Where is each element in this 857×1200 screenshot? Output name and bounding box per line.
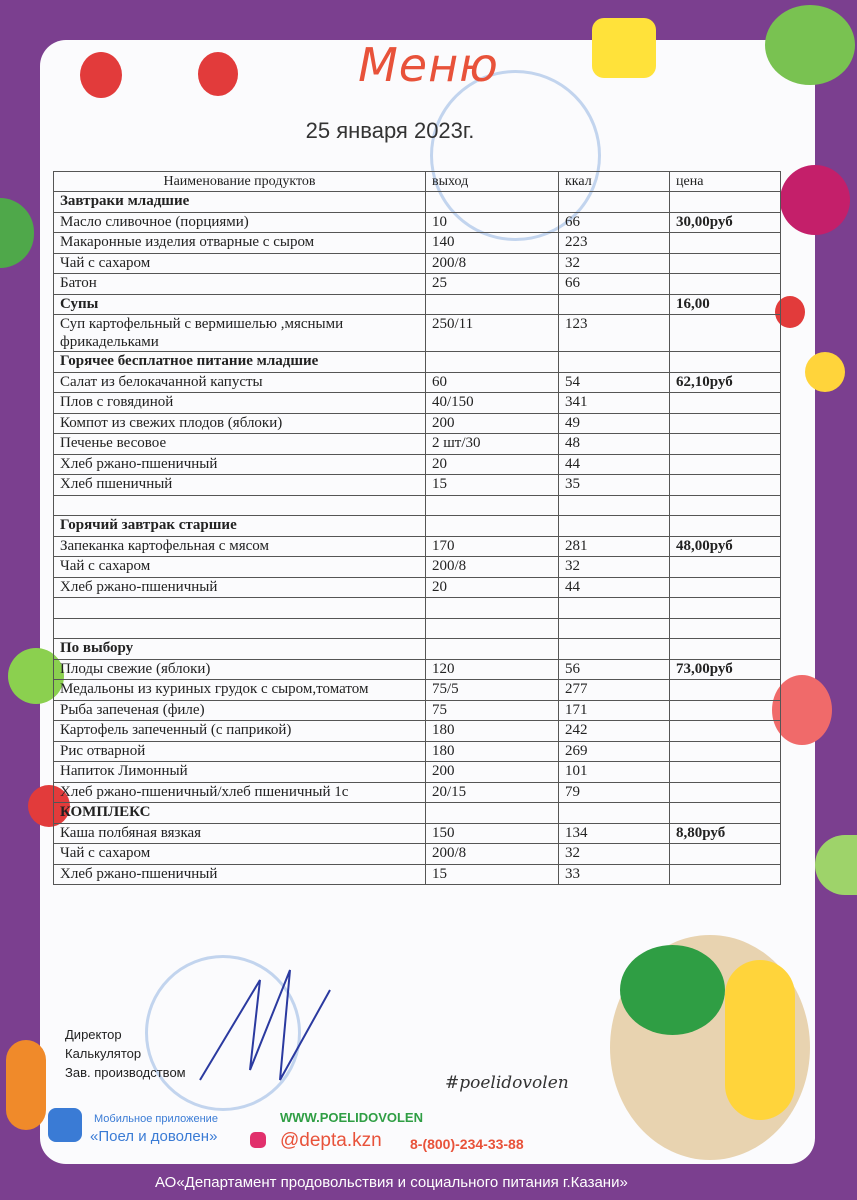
cell-output — [426, 803, 559, 824]
cell-name: Хлеб ржано-пшеничный — [54, 454, 426, 475]
cell-price: 73,00руб — [670, 659, 781, 680]
signature-block — [65, 1025, 186, 1082]
cell-price — [670, 434, 781, 455]
table-row — [54, 372, 781, 393]
cell-price — [670, 782, 781, 803]
cell-price — [670, 393, 781, 414]
cell-name: Чай с сахаром — [54, 253, 426, 274]
footer-text: АО«Департамент продовольствия и социального питания г.Казани» — [155, 1174, 628, 1191]
cell-kcal: 48 — [559, 434, 670, 455]
cell-kcal: 32 — [559, 557, 670, 578]
cell-kcal: 66 — [559, 212, 670, 233]
table-row — [54, 212, 781, 233]
cell-kcal: 277 — [559, 680, 670, 701]
cell-kcal: 33 — [559, 864, 670, 885]
cell-output: 20 — [426, 454, 559, 475]
menu-date: 25 января 2023г. — [305, 118, 475, 143]
cell-price — [670, 741, 781, 762]
cell-output: 15 — [426, 864, 559, 885]
cell-kcal: 79 — [559, 782, 670, 803]
cell-name: Макаронные изделия отварные с сыром — [54, 233, 426, 254]
cell-kcal: 44 — [559, 577, 670, 598]
cell-price — [670, 516, 781, 537]
cell-kcal: 223 — [559, 233, 670, 254]
cell-price — [670, 680, 781, 701]
cell-price — [670, 803, 781, 824]
table-row — [54, 413, 781, 434]
cell-output — [426, 352, 559, 373]
steak-icon — [772, 675, 832, 745]
table-row — [54, 454, 781, 475]
cell-price — [670, 557, 781, 578]
cell-output — [426, 598, 559, 619]
col-header-output: выход — [426, 172, 559, 192]
cell-name: Завтраки младшие — [54, 192, 426, 213]
cell-kcal: 242 — [559, 721, 670, 742]
cell-price — [670, 233, 781, 254]
signature-calculator: Калькулятор — [65, 1046, 142, 1061]
website-link[interactable]: WWW.POELIDOVOLEN — [280, 1110, 423, 1125]
page-title: Меню — [358, 38, 499, 92]
cell-output: 150 — [426, 823, 559, 844]
cell-price — [670, 700, 781, 721]
cell-name: Рис отварной — [54, 741, 426, 762]
table-row — [54, 434, 781, 455]
instagram-icon — [250, 1132, 266, 1148]
cell-price — [670, 454, 781, 475]
cell-name — [54, 495, 426, 516]
table-row — [54, 253, 781, 274]
app-name: «Поел и доволен» — [90, 1128, 218, 1145]
col-header-price: цена — [670, 172, 781, 192]
cell-price — [670, 762, 781, 783]
cell-output: 20/15 — [426, 782, 559, 803]
cell-name: Медальоны из куриных грудок с сыром,томатом — [54, 680, 426, 701]
table-row — [54, 516, 781, 537]
cell-kcal: 35 — [559, 475, 670, 496]
banana-icon — [725, 960, 795, 1120]
cell-kcal: 341 — [559, 393, 670, 414]
table-row — [54, 598, 781, 619]
table-row — [54, 577, 781, 598]
table-row — [54, 659, 781, 680]
cell-kcal: 134 — [559, 823, 670, 844]
table-row — [54, 639, 781, 660]
cell-price — [670, 495, 781, 516]
col-header-kcal: ккал — [559, 172, 670, 192]
cell-name: Хлеб пшеничный — [54, 475, 426, 496]
cell-kcal — [559, 294, 670, 315]
table-row — [54, 618, 781, 639]
table-row — [54, 762, 781, 783]
cell-kcal: 32 — [559, 253, 670, 274]
cell-name: Хлеб ржано-пшеничный — [54, 577, 426, 598]
cell-output: 200/8 — [426, 844, 559, 865]
cell-name: Каша полбяная вязкая — [54, 823, 426, 844]
smile-icon — [805, 352, 845, 392]
cell-price — [670, 274, 781, 295]
cell-kcal: 32 — [559, 844, 670, 865]
cell-kcal: 101 — [559, 762, 670, 783]
cell-price: 8,80руб — [670, 823, 781, 844]
cell-output: 250/11 — [426, 315, 559, 352]
cell-output: 2 шт/30 — [426, 434, 559, 455]
cell-output: 75 — [426, 700, 559, 721]
table-row — [54, 721, 781, 742]
cell-output: 200/8 — [426, 253, 559, 274]
hashtag: #poelidovolen — [445, 1073, 569, 1093]
cell-kcal: 281 — [559, 536, 670, 557]
cell-price — [670, 413, 781, 434]
cell-name: Напиток Лимонный — [54, 762, 426, 783]
cell-output — [426, 294, 559, 315]
app-icon — [48, 1108, 82, 1142]
phone-number[interactable]: 8-(800)-234-33-88 — [410, 1136, 524, 1152]
cell-name: Компот из свежих плодов (яблоки) — [54, 413, 426, 434]
cell-output — [426, 639, 559, 660]
cell-price — [670, 639, 781, 660]
cell-output — [426, 495, 559, 516]
cell-name — [54, 598, 426, 619]
cell-name: Супы — [54, 294, 426, 315]
cell-name: Суп картофельный с вермишелью ,мясными фрикадельками — [54, 315, 426, 352]
cell-price: 30,00руб — [670, 212, 781, 233]
cell-kcal: 56 — [559, 659, 670, 680]
table-row — [54, 294, 781, 315]
cell-price — [670, 598, 781, 619]
cell-output — [426, 618, 559, 639]
cell-kcal: 49 — [559, 413, 670, 434]
table-row — [54, 536, 781, 557]
cell-name: Батон — [54, 274, 426, 295]
cell-kcal — [559, 803, 670, 824]
cell-kcal: 44 — [559, 454, 670, 475]
table-row — [54, 803, 781, 824]
carrot-icon — [6, 1040, 46, 1130]
cell-kcal — [559, 516, 670, 537]
menu-table — [53, 171, 781, 885]
table-row — [54, 315, 781, 352]
cell-price: 16,00 — [670, 294, 781, 315]
cell-output: 40/150 — [426, 393, 559, 414]
menu-table-body — [54, 192, 781, 885]
cell-name: Рыба запеченая (филе) — [54, 700, 426, 721]
table-row — [54, 233, 781, 254]
cell-output — [426, 192, 559, 213]
cell-name: Салат из белокачанной капусты — [54, 372, 426, 393]
cell-output: 180 — [426, 721, 559, 742]
cell-price — [670, 577, 781, 598]
cell-price — [670, 475, 781, 496]
cell-output: 20 — [426, 577, 559, 598]
cell-name: Печенье весовое — [54, 434, 426, 455]
cell-name — [54, 618, 426, 639]
cell-price — [670, 315, 781, 352]
cell-name: Плов с говядиной — [54, 393, 426, 414]
cell-kcal: 123 — [559, 315, 670, 352]
table-row — [54, 680, 781, 701]
table-row — [54, 864, 781, 885]
cell-output: 15 — [426, 475, 559, 496]
cell-name: Хлеб ржано-пшеничный — [54, 864, 426, 885]
cell-name: Хлеб ржано-пшеничный/хлеб пшеничный 1с — [54, 782, 426, 803]
cell-name: Чай с сахаром — [54, 557, 426, 578]
cell-name: КОМПЛЕКС — [54, 803, 426, 824]
cell-price — [670, 721, 781, 742]
col-header-name: Наименование продуктов — [54, 172, 426, 192]
table-row — [54, 782, 781, 803]
table-row — [54, 557, 781, 578]
cell-name: Запеканка картофельная с мясом — [54, 536, 426, 557]
cell-name: Горячее бесплатное питание младшие — [54, 352, 426, 373]
cell-price — [670, 864, 781, 885]
table-row — [54, 192, 781, 213]
cell-kcal — [559, 639, 670, 660]
footer — [0, 1164, 857, 1200]
signature-production: Зав. производством — [65, 1065, 186, 1080]
cell-kcal — [559, 598, 670, 619]
instagram-handle[interactable]: @depta.kzn — [280, 1130, 382, 1151]
cell-kcal: 269 — [559, 741, 670, 762]
cell-name: Масло сливочное (порциями) — [54, 212, 426, 233]
cell-price: 48,00руб — [670, 536, 781, 557]
cell-price — [670, 192, 781, 213]
cell-output: 25 — [426, 274, 559, 295]
cell-kcal — [559, 192, 670, 213]
table-row — [54, 274, 781, 295]
cell-price — [670, 844, 781, 865]
table-row — [54, 475, 781, 496]
cell-output: 120 — [426, 659, 559, 680]
lettuce-icon — [815, 835, 857, 895]
cell-kcal — [559, 352, 670, 373]
cell-output: 140 — [426, 233, 559, 254]
cell-kcal — [559, 495, 670, 516]
table-row — [54, 352, 781, 373]
cell-price — [670, 253, 781, 274]
cell-price — [670, 352, 781, 373]
table-row — [54, 495, 781, 516]
cell-output: 200 — [426, 762, 559, 783]
broccoli-icon — [620, 945, 725, 1035]
cell-kcal: 171 — [559, 700, 670, 721]
table-row — [54, 823, 781, 844]
cell-output: 170 — [426, 536, 559, 557]
cell-name: Плоды свежие (яблоки) — [54, 659, 426, 680]
cell-output — [426, 516, 559, 537]
cell-kcal — [559, 618, 670, 639]
table-row — [54, 393, 781, 414]
cell-output: 75/5 — [426, 680, 559, 701]
table-header-row — [54, 172, 781, 192]
cell-output: 200/8 — [426, 557, 559, 578]
cell-kcal: 66 — [559, 274, 670, 295]
cell-name: Горячий завтрак старшие — [54, 516, 426, 537]
cell-name: Картофель запеченный (с паприкой) — [54, 721, 426, 742]
beet-icon — [780, 165, 850, 235]
cell-price: 62,10руб — [670, 372, 781, 393]
lettuce-icon — [0, 198, 34, 268]
table-row — [54, 741, 781, 762]
app-label: Мобильное приложение — [94, 1113, 218, 1125]
cell-output: 200 — [426, 413, 559, 434]
cell-name: По выбору — [54, 639, 426, 660]
cell-output: 60 — [426, 372, 559, 393]
cell-output: 10 — [426, 212, 559, 233]
table-row — [54, 844, 781, 865]
cell-kcal: 54 — [559, 372, 670, 393]
signature-scribble — [190, 960, 350, 1100]
signature-director: Директор — [65, 1027, 122, 1042]
cell-output: 180 — [426, 741, 559, 762]
cell-name: Чай с сахаром — [54, 844, 426, 865]
cell-price — [670, 618, 781, 639]
table-row — [54, 700, 781, 721]
